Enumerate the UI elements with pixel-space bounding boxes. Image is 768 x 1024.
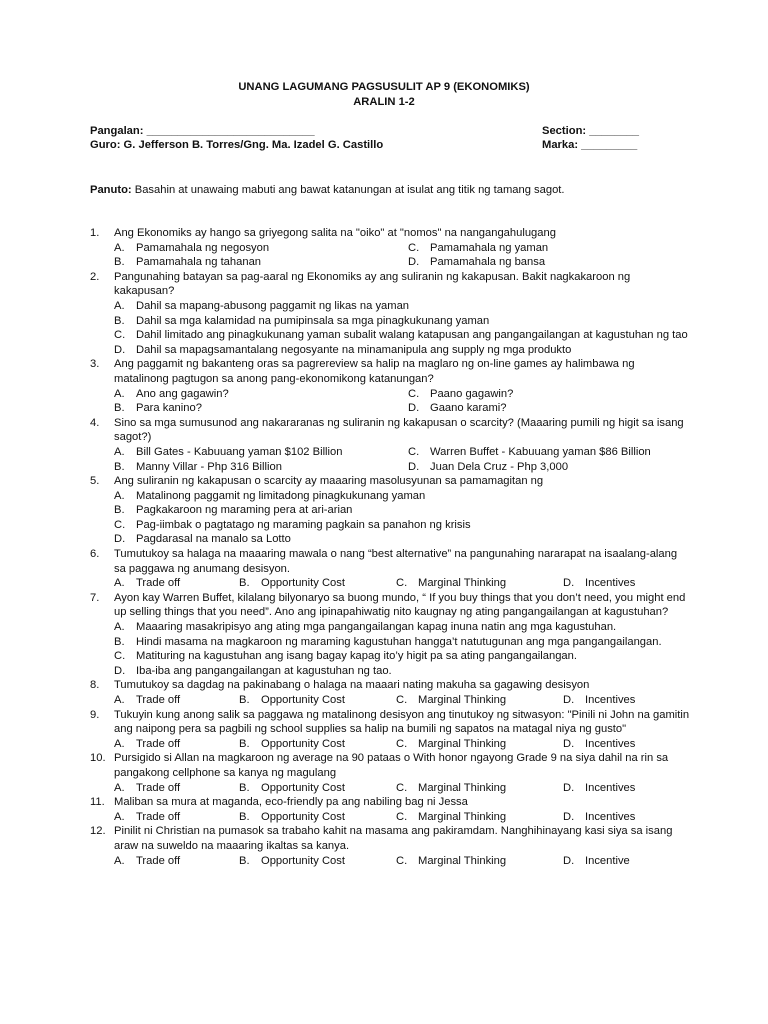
answer-option bbox=[563, 810, 713, 825]
question-item bbox=[90, 678, 690, 707]
answer-option bbox=[114, 576, 239, 591]
answer-option bbox=[114, 649, 690, 664]
option-text: Opportunity Cost bbox=[261, 694, 345, 706]
answer-options bbox=[114, 489, 690, 547]
option-letter: C. bbox=[396, 854, 408, 867]
option-text: Dahil sa mapang-abusong paggamit ng likas na yaman bbox=[136, 299, 410, 312]
question-number: 8. bbox=[90, 679, 100, 692]
option-letter: D. bbox=[408, 402, 420, 415]
question-text: Tumutukoy sa dagdag na pakinabang o halaga na maaari nating makuha sa gagawing desisyon bbox=[114, 679, 590, 692]
answer-options bbox=[114, 299, 690, 357]
answer-option bbox=[563, 693, 713, 708]
question-number: 4. bbox=[90, 416, 100, 429]
option-letter: B. bbox=[239, 694, 250, 706]
answer-option bbox=[114, 693, 239, 708]
option-letter: D. bbox=[408, 256, 420, 269]
question-number: 1. bbox=[90, 227, 100, 239]
option-text: Incentives bbox=[585, 577, 636, 590]
option-letter: A. bbox=[114, 854, 125, 867]
option-text: Ano ang gagawin? bbox=[136, 387, 229, 400]
question-text: Ang suliranin ng kakapusan o scarcity ay maaaring masolusyunan sa pamamagitan ng bbox=[114, 475, 544, 488]
answer-option bbox=[114, 241, 408, 256]
answer-options bbox=[114, 810, 690, 825]
question-number: 12. bbox=[90, 825, 106, 838]
answer-option bbox=[408, 255, 708, 270]
option-text: Incentive bbox=[585, 854, 630, 867]
question-text: Sino sa mga sumusunod ang nakararanas ng suliranin ng kakapusan o scarcity? (Maaaring pumili ng higit sa isang sagot?) bbox=[114, 416, 684, 444]
option-text: Opportunity Cost bbox=[261, 781, 345, 794]
question-item bbox=[90, 416, 690, 474]
instructions-text: Basahin at unawaing mabuti ang bawat katanungan at isulat ang titik ng tamang sagot. bbox=[134, 184, 565, 196]
question-item bbox=[90, 751, 690, 795]
question-item bbox=[90, 474, 690, 547]
option-letter: D. bbox=[563, 577, 575, 590]
option-letter: A. bbox=[114, 299, 125, 312]
answer-option bbox=[239, 810, 396, 825]
option-letter: C. bbox=[396, 781, 408, 794]
option-text: Trade off bbox=[136, 737, 181, 750]
option-letter: A. bbox=[114, 445, 125, 458]
option-text: Incentives bbox=[585, 810, 636, 823]
answer-options bbox=[114, 781, 690, 796]
option-text: Trade off bbox=[136, 781, 181, 794]
answer-option bbox=[114, 460, 408, 475]
option-letter: B. bbox=[239, 737, 250, 750]
answer-option bbox=[396, 693, 563, 708]
question-number: 2. bbox=[90, 270, 100, 283]
answer-option bbox=[114, 532, 690, 547]
answer-option bbox=[114, 620, 690, 635]
option-text: Opportunity Cost bbox=[261, 810, 345, 823]
option-letter: D. bbox=[563, 781, 575, 794]
question-number: 11. bbox=[90, 796, 105, 809]
answer-option bbox=[114, 401, 408, 416]
option-letter: A. bbox=[114, 241, 125, 254]
question-item bbox=[90, 795, 690, 824]
question-text: Ayon kay Warren Buffet, kilalang bilyonaryo sa buong mundo, “ If you buy things that you don’t need, you might end up selling things that you need”. Ano ang ipinapahiwatig nito kaugnay ng ating pangangailangan at kagustuhan? bbox=[114, 591, 686, 619]
answer-option bbox=[114, 810, 239, 825]
option-letter: C. bbox=[114, 650, 126, 663]
instructions-label: Panuto: bbox=[90, 184, 132, 196]
option-text: Marginal Thinking bbox=[418, 577, 507, 590]
option-text: Pagdarasal na manalo sa Lotto bbox=[136, 533, 291, 546]
question-text: Pangunahing batayan sa pag-aaral ng Ekonomiks ay ang suliranin ng kakapusan. Bakit nagkakaroon ng kakapusan? bbox=[114, 270, 631, 298]
option-text: Marginal Thinking bbox=[418, 810, 507, 823]
option-letter: B. bbox=[239, 854, 250, 867]
answer-option bbox=[239, 781, 396, 796]
answer-option bbox=[408, 460, 708, 475]
answer-option bbox=[408, 445, 708, 460]
option-text: Warren Buffet - Kabuuang yaman $86 Billion bbox=[430, 445, 651, 458]
option-letter: D. bbox=[563, 737, 575, 750]
answer-option bbox=[563, 781, 713, 796]
option-text: Gaano karami? bbox=[430, 402, 507, 415]
option-text: Matalinong paggamit ng limitadong pinagkukunang yaman bbox=[136, 489, 426, 502]
answer-option bbox=[114, 854, 239, 869]
option-letter: B. bbox=[114, 504, 125, 517]
question-item bbox=[90, 357, 690, 415]
instructions bbox=[90, 183, 565, 198]
option-letter: A. bbox=[114, 810, 125, 823]
answer-option bbox=[396, 781, 563, 796]
option-text: Pamamahala ng bansa bbox=[430, 256, 546, 269]
answer-option bbox=[408, 401, 708, 416]
question-item bbox=[90, 270, 690, 358]
answer-options bbox=[114, 445, 690, 474]
option-letter: B. bbox=[239, 781, 250, 794]
option-text: Marginal Thinking bbox=[418, 781, 507, 794]
option-text: Incentives bbox=[585, 694, 636, 706]
option-letter: A. bbox=[114, 489, 125, 502]
option-text: Pag-iimbak o pagtatago ng maraming pagkain sa panahon ng krisis bbox=[136, 518, 471, 531]
option-letter: B. bbox=[114, 314, 125, 327]
section-field: Section: ________ bbox=[542, 125, 640, 137]
answer-option bbox=[114, 387, 408, 402]
question-item bbox=[90, 824, 690, 868]
option-text: Matituring na kagustuhan ang isang bagay kapag ito’y higit pa sa ating pangangailangan. bbox=[136, 650, 577, 663]
option-text: Marginal Thinking bbox=[418, 737, 507, 750]
option-text: Juan Dela Cruz - Php 3,000 bbox=[430, 460, 569, 473]
answer-options bbox=[114, 737, 690, 752]
answer-option bbox=[114, 635, 690, 650]
answer-option bbox=[239, 854, 396, 869]
option-text: Marginal Thinking bbox=[418, 694, 507, 706]
question-number: 7. bbox=[90, 591, 100, 604]
answer-option bbox=[114, 518, 690, 533]
answer-options bbox=[114, 387, 690, 416]
option-letter: B. bbox=[239, 577, 250, 590]
question-number: 5. bbox=[90, 475, 100, 488]
option-text: Marginal Thinking bbox=[418, 854, 507, 867]
answer-option bbox=[114, 314, 690, 329]
answer-option bbox=[408, 387, 708, 402]
answer-options bbox=[114, 854, 690, 869]
option-text: Trade off bbox=[136, 694, 181, 706]
option-letter: D. bbox=[114, 343, 126, 356]
answer-options bbox=[114, 241, 690, 270]
option-text: Maaaring masakripisyo ang ating mga pangangailangan kapag inuna natin ang mga kagustuhan. bbox=[136, 621, 617, 634]
option-letter: B. bbox=[114, 635, 125, 648]
option-text: Trade off bbox=[136, 577, 181, 590]
question-text: Pinilit ni Christian na pumasok sa trabaho kahit na masama ang pakiramdam. Nanghihinayang kasi siya sa isang araw na suweldo na maaaring ikaltas sa kanya. bbox=[114, 825, 673, 852]
option-letter: B. bbox=[114, 460, 125, 473]
answer-options bbox=[114, 576, 690, 591]
option-text: Pamamahala ng yaman bbox=[430, 241, 549, 254]
option-letter: B. bbox=[114, 402, 125, 415]
option-text: Opportunity Cost bbox=[261, 854, 345, 867]
answer-option bbox=[239, 576, 396, 591]
option-letter: A. bbox=[114, 621, 125, 634]
option-text: Pamamahala ng negosyon bbox=[136, 241, 270, 254]
answer-option bbox=[114, 343, 690, 358]
answer-option bbox=[114, 664, 690, 679]
answer-option bbox=[408, 241, 708, 256]
answer-option bbox=[396, 810, 563, 825]
question-text: Maliban sa mura at maganda, eco-friendly pa ang nabiling bag ni Jessa bbox=[114, 796, 468, 809]
answer-option bbox=[563, 737, 713, 752]
option-text: Paano gagawin? bbox=[430, 387, 514, 400]
option-text: Opportunity Cost bbox=[261, 737, 345, 750]
answer-option bbox=[396, 854, 563, 869]
name-field: Pangalan: ___________________________ bbox=[90, 125, 315, 137]
teacher-line: Guro: G. Jefferson B. Torres/Gng. Ma. Izadel G. Castillo bbox=[90, 139, 384, 151]
option-text: Manny Villar - Php 316 Billion bbox=[136, 460, 282, 473]
score-field: Marka: _________ bbox=[542, 139, 638, 151]
option-letter: A. bbox=[114, 387, 125, 400]
answer-options bbox=[114, 620, 690, 678]
option-text: Dahil limitado ang pinagkukunang yaman subalit walang katapusan ang pangangailangan at kagustuhan ng tao bbox=[136, 329, 688, 342]
option-letter: C. bbox=[408, 445, 420, 458]
option-letter: C. bbox=[114, 329, 126, 342]
question-number: 10. bbox=[90, 752, 106, 765]
option-text: Trade off bbox=[136, 854, 181, 867]
answer-option bbox=[563, 576, 713, 591]
question-text: Tumutukoy sa halaga na maaaring mawala o nang “best alternative” na pangunahing nararapat na isaalang-alang sa paggawa ng anumang desisyon. bbox=[114, 548, 678, 575]
answer-option bbox=[114, 255, 408, 270]
answer-options bbox=[114, 693, 690, 708]
option-text: Incentives bbox=[585, 737, 636, 750]
exam-title: UNANG LAGUMANG PAGSUSULIT AP 9 (EKONOMIKS) bbox=[238, 81, 530, 93]
question-number: 9. bbox=[90, 708, 100, 721]
answer-option bbox=[114, 299, 690, 314]
question-text: Ang paggamit ng bakanteng oras sa pagrereview sa halip na maglaro ng on-line games ay halimbawa ng matalinong pagtugon sa anong pang-ekonomikong katanungan? bbox=[114, 358, 635, 385]
answer-option bbox=[114, 503, 690, 518]
option-letter: C. bbox=[396, 694, 408, 706]
question-list bbox=[90, 226, 690, 868]
option-letter: D. bbox=[563, 694, 575, 706]
question-number: 3. bbox=[90, 358, 100, 371]
option-text: Opportunity Cost bbox=[261, 577, 345, 590]
option-letter: D. bbox=[408, 460, 420, 473]
option-letter: C. bbox=[408, 241, 420, 254]
option-text: Incentives bbox=[585, 781, 636, 794]
option-letter: D. bbox=[114, 664, 126, 677]
option-text: Para kanino? bbox=[136, 402, 202, 415]
answer-option bbox=[114, 781, 239, 796]
question-item bbox=[90, 708, 690, 752]
option-text: Pagkakaroon ng maraming pera at ari-arian bbox=[136, 504, 353, 517]
option-letter: A. bbox=[114, 781, 125, 794]
option-letter: A. bbox=[114, 577, 125, 590]
option-text: Bill Gates - Kabuuang yaman $102 Billion bbox=[136, 445, 343, 458]
option-text: Trade off bbox=[136, 810, 181, 823]
option-text: Iba-iba ang pangangailangan at kagustuhan ng tao. bbox=[136, 664, 392, 677]
question-item bbox=[90, 547, 690, 591]
option-letter: D. bbox=[114, 533, 126, 546]
answer-option bbox=[114, 737, 239, 752]
exam-subtitle: ARALIN 1-2 bbox=[353, 96, 415, 108]
option-letter: C. bbox=[408, 387, 420, 400]
answer-option bbox=[114, 445, 408, 460]
option-letter: C. bbox=[114, 518, 126, 531]
option-text: Hindi masama na magkaroon ng maraming kagustuhan hangga’t natutugunan ang mga pangangailangan. bbox=[136, 635, 662, 648]
option-letter: C. bbox=[396, 577, 408, 590]
option-letter: B. bbox=[239, 810, 250, 823]
answer-option bbox=[114, 328, 690, 343]
question-text: Pursigido si Allan na magkaroon ng average na 90 pataas o With honor ngayong Grade 9 na siya dahil na rin sa pangakong cellphone sa kanya ng magulang bbox=[114, 752, 669, 779]
option-text: Dahil sa mapagsamantalang negosyante na minamanipula ang supply ng mga produkto bbox=[136, 343, 572, 356]
option-text: Pamamahala ng tahanan bbox=[136, 256, 262, 269]
answer-option bbox=[563, 854, 713, 869]
option-letter: D. bbox=[563, 854, 575, 867]
answer-option bbox=[114, 489, 690, 504]
option-letter: C. bbox=[396, 737, 408, 750]
question-number: 6. bbox=[90, 548, 100, 561]
option-letter: C. bbox=[396, 810, 408, 823]
option-letter: B. bbox=[114, 256, 125, 269]
option-letter: D. bbox=[563, 810, 575, 823]
option-letter: A. bbox=[114, 694, 125, 706]
answer-option bbox=[396, 576, 563, 591]
option-letter: A. bbox=[114, 737, 125, 750]
answer-option bbox=[239, 737, 396, 752]
answer-option bbox=[239, 693, 396, 708]
question-text: Tukuyin kung anong salik sa paggawa ng matalinong desisyon ang tinutukoy ng sitwasyon: "Pinili ni John na gamitin ang naipong pera sa pagbili ng school supplies sa halip na bumili ng sapatos na matagal niya ng gusto" bbox=[114, 708, 690, 736]
question-item bbox=[90, 226, 690, 270]
answer-option bbox=[396, 737, 563, 752]
question-text: Ang Ekonomiks ay hango sa griyegong salita na "oiko" at "nomos" na nangangahulugang bbox=[114, 227, 556, 239]
question-item bbox=[90, 591, 690, 679]
option-text: Dahil sa mga kalamidad na pumipinsala sa mga pinagkukunang yaman bbox=[136, 314, 490, 327]
